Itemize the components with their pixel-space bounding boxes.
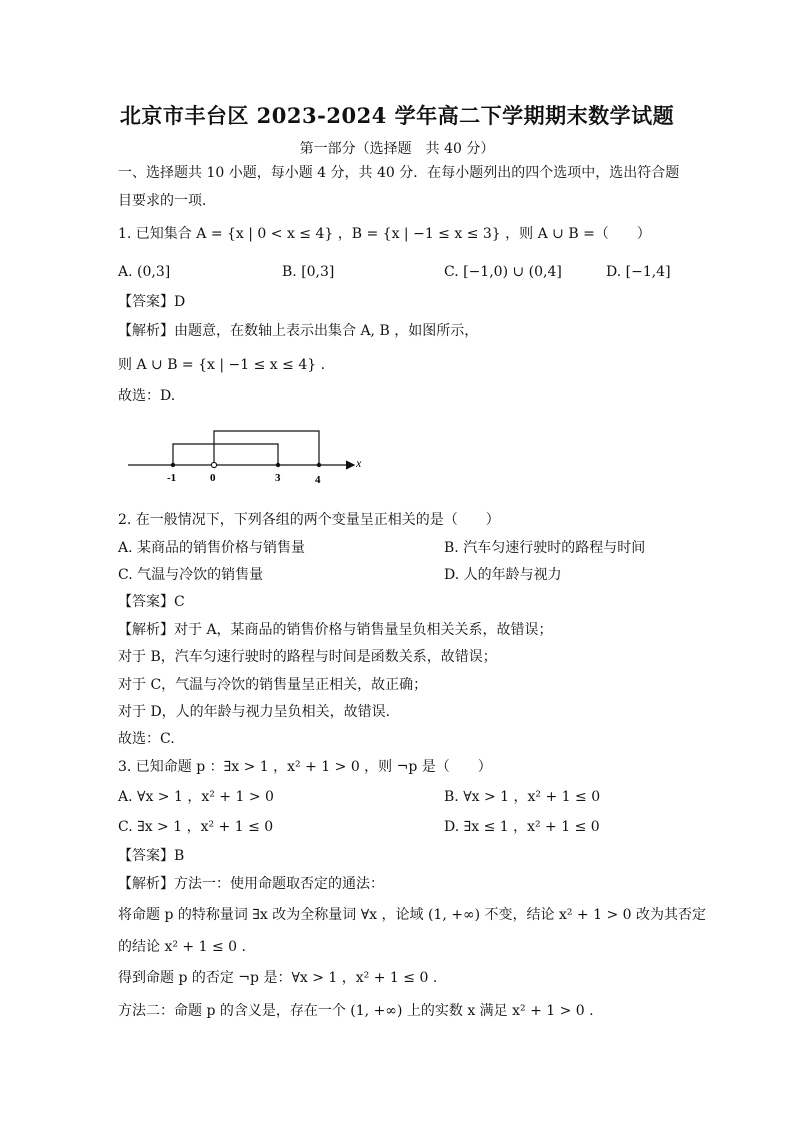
number-line-figure [120,420,370,490]
number-line-arrow [346,461,354,469]
point-4 [317,463,321,467]
point-0 [211,462,216,467]
question-2-analysis-line-2: 对于 B，汽车匀速行驶时的路程与时间是函数关系，故错误； [118,649,497,665]
question-1-analysis: 【解析】由题意，在数轴上表示出集合 A, B ，如图所示， [118,323,479,339]
question-2-option-d: D. 人的年龄与视力 [444,567,562,583]
question-3-option-d: D. ∃x ≤ 1 ，x² + 1 ≤ 0 [444,819,600,835]
question-1-option-b: B. [0,3] [282,264,335,280]
set-a-bracket [214,431,319,465]
question-3-stem: 3. 已知命题 p ：∃x > 1 ，x² + 1 > 0 ，则 ¬p 是（ ） [118,759,492,775]
question-1-stem: 1. 已知集合 A = {x | 0 < x ≤ 4} ，B = {x | −1 ≤ x ≤ 3} ，则 A ∪ B =（ ） [118,226,651,242]
tick-label-neg1: -1 [167,472,177,484]
question-1-option-d: D. [−1,4] [606,264,671,280]
question-3-analysis-line-1: 【解析】方法一：使用命题取否定的通法： [118,876,384,892]
question-1-result: 则 A ∪ B = {x | −1 ≤ x ≤ 4} . [118,357,326,373]
question-2-analysis-line-1: 【解析】对于 A，某商品的销售价格与销售量呈负相关关系，故错误； [118,622,553,638]
question-1-answer: 【答案】D [118,294,186,310]
question-2-option-a: A. 某商品的销售价格与销售量 [118,540,306,556]
question-2-choice: 故选：C. [118,731,175,747]
tick-label-4: 4 [315,474,321,486]
question-1-option-a: A. (0,3] [118,264,171,280]
page-subtitle: 第一部分（选择题 共 40 分） [299,141,495,157]
point-neg1 [171,463,175,467]
question-3-option-b: B. ∀x > 1 ，x² + 1 ≤ 0 [444,789,601,805]
tick-label-3: 3 [275,472,281,484]
axis-label-x: x [356,456,362,470]
question-3-analysis-line-2: 将命题 p 的特称量词 ∃x 改为全称量词 ∀x ，论域 (1, +∞) 不变，结论 x² + 1 > 0 改为其否定 [118,907,707,923]
question-3-option-c: C. ∃x > 1 ，x² + 1 ≤ 0 [118,819,274,835]
point-3 [276,463,280,467]
question-2-option-c: C. 气温与冷饮的销售量 [118,567,264,583]
question-3-answer: 【答案】B [118,848,185,864]
question-3-analysis-line-5: 方法二：命题 p 的含义是，存在一个 (1, +∞) 上的实数 x 满足 x² + 1 > 0 . [118,1003,594,1019]
question-2-answer: 【答案】C [118,594,185,610]
question-2-analysis-line-4: 对于 D，人的年龄与视力呈负相关，故错误. [118,704,391,720]
section-intro-line-2: 目要求的一项． [118,193,216,209]
question-2-option-b: B. 汽车匀速行驶时的路程与时间 [444,540,646,556]
section-intro-line-1: 一、选择题共 10 小题，每小题 4 分，共 40 分．在每小题列出的四个选项中，选出符合题 [118,165,680,181]
question-1-choice: 故选：D. [118,388,176,404]
set-b-bracket [173,444,278,465]
question-1-option-c: C. [−1,0) ∪ (0,4] [444,264,562,280]
question-2-stem: 2. 在一般情况下，下列各组的两个变量呈正相关的是（ ） [118,512,500,528]
question-2-analysis-line-3: 对于 C，气温与冷饮的销售量呈正相关，故正确； [118,677,428,693]
question-3-option-a: A. ∀x > 1 ，x² + 1 > 0 [118,789,274,805]
question-3-analysis-line-4: 得到命题 p 的否定 ¬p 是：∀x > 1 ，x² + 1 ≤ 0 . [118,970,438,986]
question-3-analysis-line-3: 的结论 x² + 1 ≤ 0 . [118,939,246,955]
page-title: 北京市丰台区 2023-2024 学年高二下学期期末数学试题 [119,103,675,128]
tick-label-0: 0 [210,472,216,484]
